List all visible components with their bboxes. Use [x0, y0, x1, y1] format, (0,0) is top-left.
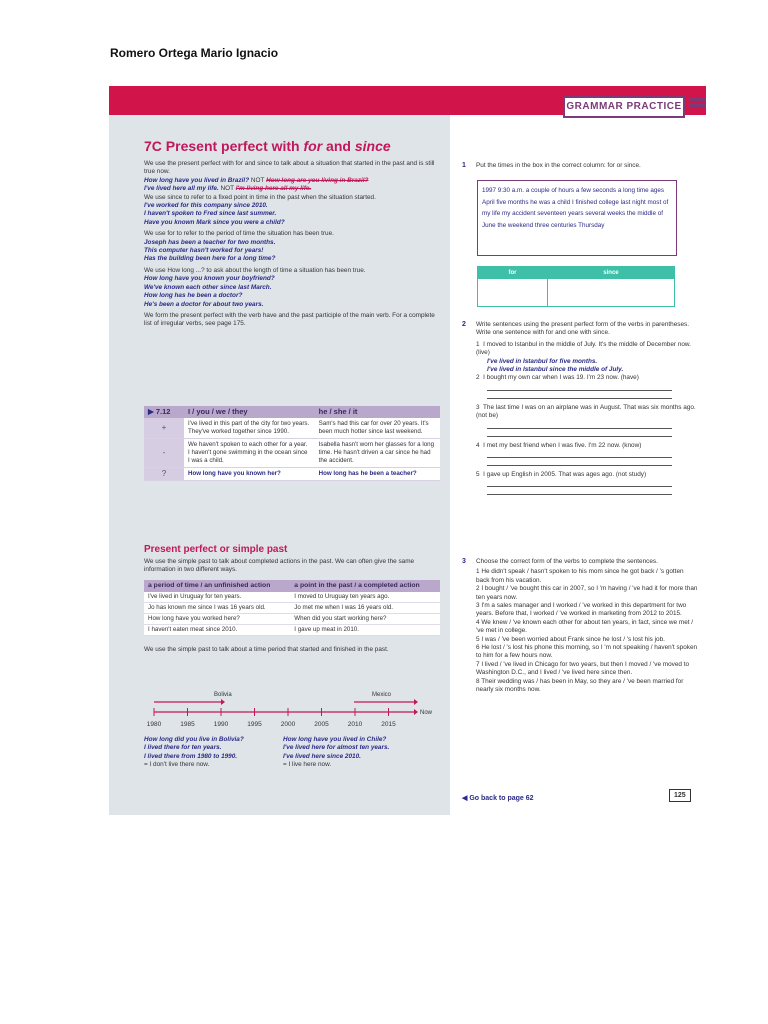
table-row: + I've lived in this part of the city for two years. They've worked together since 1990. Sam's had this car for over 20 years. It's been much hotter since last weekend.	[144, 418, 440, 439]
example-line: I haven't spoken to Fred since last summer.	[144, 210, 277, 218]
title-and: and	[322, 138, 355, 154]
table-row: ? How long have you known her? How long has he been a teacher?	[144, 468, 440, 481]
example-line: Has the building been here for a long time?	[144, 255, 276, 263]
exercise-item[interactable]: 8 Their wedding was / has been in May, so they are / 've been married for nearly six months now.	[476, 677, 684, 694]
table-row: I haven't eaten meat since 2010. I gave up meat in 2010.	[144, 624, 440, 635]
example-line: We've known each other since last March.	[144, 283, 272, 291]
answer-line[interactable]	[487, 428, 672, 429]
decor-stripe	[689, 104, 706, 107]
back-arrow-icon: ◀	[462, 795, 468, 802]
example-line: How long has he been a doctor?	[144, 292, 243, 300]
exercise-number: 1	[462, 162, 466, 169]
exercise-item: 5 I gave up English in 2005. That was ages ago. (not study)	[476, 471, 647, 479]
answer-line[interactable]	[487, 390, 672, 391]
section2-title: Present perfect or simple past	[144, 544, 288, 555]
intro-text: We use the simple past to talk about completed actions in the past. We can often give the same information in two different ways.	[144, 558, 415, 574]
exercise-item: 3 The last time I was on an airplane was in August. That was six months ago. (not be)	[476, 403, 696, 420]
timeline-year-label: 2005	[314, 721, 329, 728]
for-column-input[interactable]	[478, 279, 548, 307]
answer-line[interactable]	[487, 398, 672, 399]
exercise-item: 1 I moved to Istanbul in the middle of July. It's the middle of December now. (live)	[476, 340, 691, 357]
example-line: This computer hasn't worked for years!	[144, 247, 264, 255]
timeline-right-examples: How long have you lived in Chile? I've lived here for almost ten years. I've lived here since 2010. = I live here now.	[283, 736, 390, 769]
grammar-practice-badge: GRAMMAR PRACTICE	[563, 96, 685, 118]
timeline-year-label: 2010	[347, 721, 363, 728]
audio-button[interactable]: ▶ 7.12	[144, 406, 184, 418]
table-header: he / she / it	[315, 406, 440, 418]
word-box: 1997 9:30 a.m. a couple of hours a few seconds a long time ages April five months he was a child I finished college last night most of my life my accident seventeen years several weeks the middle of June the weekend three centuries Thursday	[477, 180, 677, 256]
table-header: I / you / we / they	[184, 406, 315, 418]
timeline-label-mexico: Mexico	[372, 692, 392, 698]
arrow-icon	[414, 699, 418, 705]
example-line: How long have you known your boyfriend?	[144, 275, 275, 283]
example-line: How long have you lived in Brazil? NOT How long are you living in Brazil?	[144, 176, 369, 184]
intro-text: We use since to refer to a fixed point in time in the past when the situation started.	[144, 193, 376, 201]
exercise-number: 3	[462, 558, 466, 565]
timeline-diagram	[144, 686, 444, 732]
back-link[interactable]: ◀ Go back to page 62	[462, 795, 534, 802]
example-line: He's been a doctor for about two years.	[144, 300, 264, 308]
exercise2: Write sentences using the present perfect form of the verbs in parentheses. Write one sentence with for and one with since. 1 I moved to Istanbul in the middle of July. It's the middle of December now. (live) I've lived in Istanbul for five months. I've lived in Istanbul since the middle of July. 2 I bought my own car when I was 19. I'm 23 now. (have) 3 The last time I was on an airplane was in August. That was six months ago. (not be) 4 I met my best friend when I was five. I'm 22 now. (know) 5 I gave up English in 2005. That was ages ago. (not study)	[476, 321, 698, 495]
timeline-label-bolivia: Bolivia	[214, 692, 232, 698]
example-line: I've lived here all my life. NOT I'm living here all my life.	[144, 185, 312, 193]
table-row: How long have you worked here? When did you start working here?	[144, 613, 440, 624]
answer-line[interactable]	[487, 436, 672, 437]
exercise-item: 2 I bought my own car when I was 19. I'm 23 now. (have)	[476, 374, 639, 382]
title-text: Present perfect with	[165, 138, 304, 154]
example-line: Have you known Mark since you were a child?	[144, 218, 285, 226]
exercise-number: 2	[462, 321, 466, 328]
title-since: since	[354, 138, 391, 154]
example-line: I've worked for this company since 2010.	[144, 202, 268, 210]
for-since-table: for since	[477, 266, 675, 307]
exercise-item[interactable]: 3 I'm a sales manager and I worked / 've worked in this department for two years. Before that, I worked / 've worked in marketing from 2012 to 2015.	[476, 602, 687, 618]
answer-line[interactable]	[487, 486, 672, 487]
intro-text: We use the simple past to talk about a time period that started and finished in the past.	[144, 645, 389, 653]
answer-line[interactable]	[487, 465, 672, 466]
exercise-item[interactable]: 1 He didn't speak / hasn't spoken to his mom since he got back / 's gotten back from his vacation.	[476, 568, 684, 584]
exercise1-instructions: Put the times in the box in the correct column: for or since.	[476, 162, 641, 169]
exercise-item[interactable]: 6 He lost / 's lost his phone this morning, so I 'm not speaking / haven't spoken to him for a few hours now.	[476, 644, 698, 660]
timeline-year-label: 1985	[180, 721, 195, 728]
intro-text: We use the present perfect with for and since to talk about a situation that started in the past and is still true now.	[144, 160, 435, 176]
table-row: I've lived in Uruguay for ten years. I moved to Uruguay ten years ago.	[144, 592, 440, 603]
timeline-year-label: 1980	[146, 721, 162, 728]
timeline-year-label: 1995	[247, 721, 262, 728]
exercise-item[interactable]: 7 I lived / 've lived in Chicago for two years, but then I moved / 've moved to Washington D.C., and I lived / 've lived here since then.	[476, 660, 690, 677]
since-column-input[interactable]	[547, 279, 674, 307]
intro-text: We use How long ...? to ask about the length of time a situation has been true.	[144, 266, 366, 274]
timeline-year-label: 1990	[213, 721, 229, 728]
exercise-item[interactable]: 4 We knew / 've known each other for about ten years, in fact, since we met / 've met in college.	[476, 618, 694, 635]
decor-stripe	[689, 98, 706, 101]
arrow-icon	[414, 709, 418, 715]
timeline-left-examples: How long did you live in Bolivia? I lived there for ten years. I lived there from 1980 to 1990. = I don't live there now.	[144, 736, 244, 769]
timeline-now: Now	[420, 710, 433, 716]
exercise-item[interactable]: 5 I was / 've been worried about Frank since he lost / 's lost his job.	[476, 635, 665, 643]
answer-line[interactable]	[487, 457, 672, 458]
grammar-table-wrap	[144, 406, 444, 481]
worksheet-page	[109, 86, 706, 815]
answer-line[interactable]	[487, 494, 672, 495]
grammar-table	[144, 406, 440, 481]
arrow-icon	[221, 699, 225, 705]
intro-text: We use for to refer to the period of time the situation has been true.	[144, 230, 334, 238]
table-row: Jo has known me since I was 16 years old. Jo met me when I was 16 years old.	[144, 602, 440, 613]
exercise-item[interactable]: 2 I bought / 've bought this car in 2007, so I 'm having / 've had it for more than ten years now.	[476, 585, 698, 601]
author-name: Romero Ortega Mario Ignacio	[110, 46, 279, 60]
exercise3: Choose the correct form of the verbs to complete the sentences. 1 He didn't speak / hasn't spoken to his mom since he got back / 's gotten back from his vacation. 2 I bought / 've bought this car in 2007, so I 'm having / 've had it for more than ten years now. 3 I'm a sales manager and I worked / 've worked in this department for two years. Before that, I worked / 've worked in marketing from 2012 to 2015. 4 We knew / 've known each other for about ten years, in fact, since we met / 've met in college. 5 I was / 've been worried about Frank since he lost / 's lost his job. 6 He lost / 's lost his phone this morning, so I 'm not speaking / haven't spoken to him for a few hours now. 7 I lived / 've lived in Chicago for two years, but then I moved / 've moved to Washington D.C., and I lived / 've lived here since then. 8 Their wedding was / has been in May, so they are / 've been married for nearly six months now.	[476, 558, 698, 694]
section-title	[144, 138, 391, 154]
title-for: for	[303, 138, 323, 154]
page-number: 125	[669, 789, 691, 802]
example-line: Joseph has been a teacher for two months.	[144, 238, 276, 246]
title-number: 7C	[144, 138, 162, 154]
timeline-year-label: 2015	[381, 721, 396, 728]
table-row: - We haven't spoken to each other for a year. I haven't gone swimming in the ocean since I was a child. Isabella hasn't worn her glasses for a long time. He hasn't driven a car since he had the accident.	[144, 439, 440, 468]
explanation-block	[144, 160, 444, 329]
comparison-table: a period of time / an unfinished action a point in the past / a completed action I've lived in Uruguay for ten years. I moved to Uruguay ten years ago. Jo has known me since I was 16 years old. Jo met me when I was 16 years old. How long have you worked here? When did you start working here? I haven't eaten meat since 2010. I gave up meat in 2010.	[144, 580, 440, 636]
intro-text: We form the present perfect with the verb have and the past participle of the main verb. For a complete list of irregular verbs, see page 175.	[144, 311, 435, 328]
exercise-item: 4 I met my best friend when I was five. I'm 22 now. (know)	[476, 441, 642, 449]
timeline-year-label: 2000	[280, 721, 296, 728]
section2	[144, 544, 444, 654]
